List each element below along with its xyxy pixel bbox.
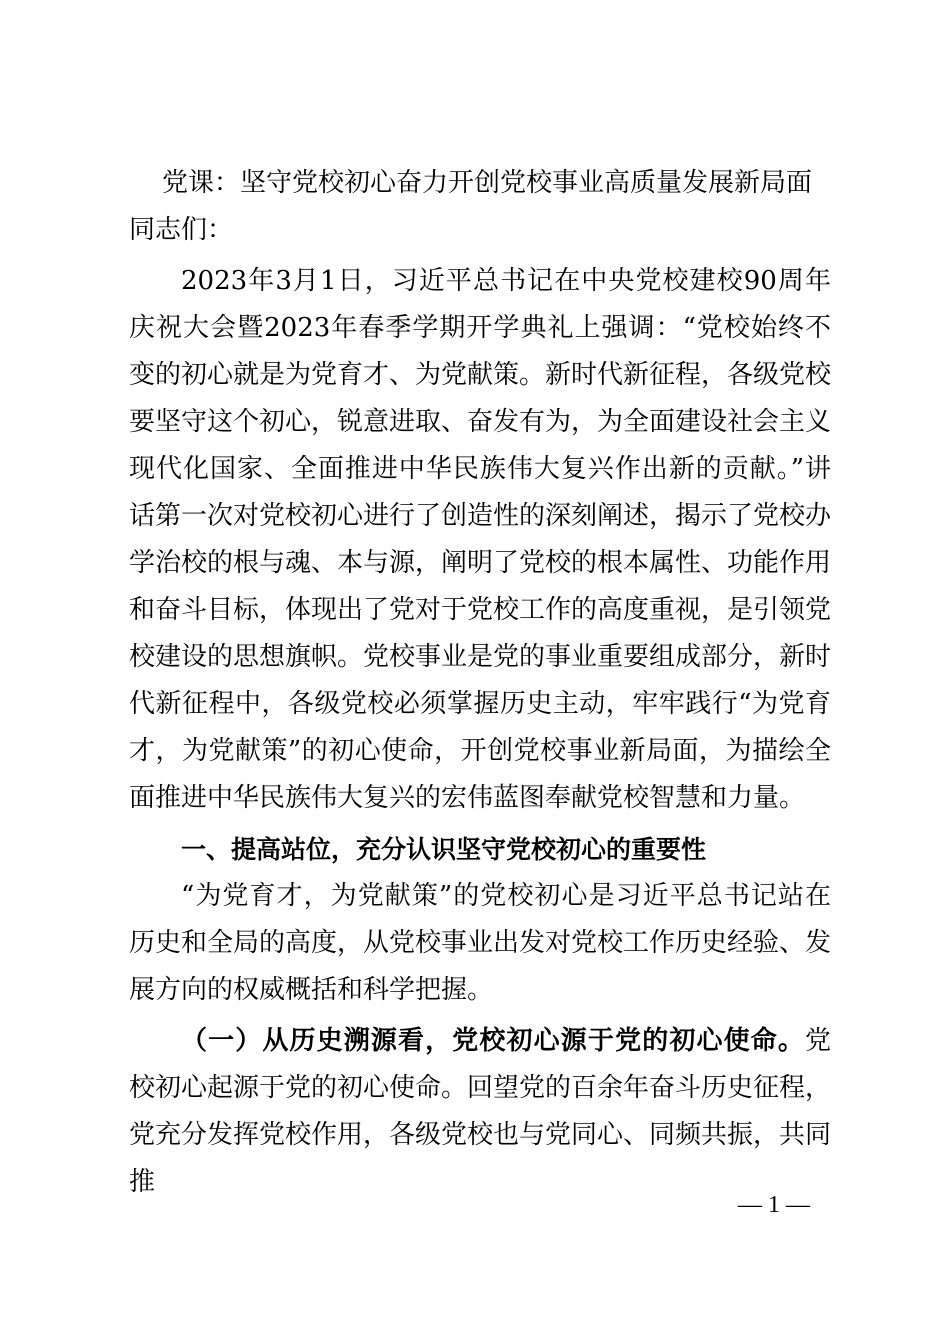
document-title: 党课：坚守党校初心奋力开创党校事业高质量发展新局面 [162,168,813,198]
salutation: 同志们： [129,215,234,245]
intro-paragraph: 2023年3月1日，习近平总书记在中央党校建校90周年庆祝大会暨2023年春季学期开学典礼上强调：“党校始终不变的初心就是为党育才、为党献策。新时代新征程，各级党校要坚守这个初心，锐意进取、奋发有为，为全面建设社会主义现代化国家、全面推进中华民族伟大复兴作出新的贡献。”讲话第一次对党校初心进行了创造性的深刻阐述，揭示了党校办学治校的根与魂、本与源，阐明了党校的根本属性、功能作用和奋斗目标，体现出了党对于党校工作的高度重视，是引领党校建设的思想旗帜。党校事业是党的事业重要组成部分，新时代新征程中，各级党校必须掌握历史主动，牢牢践行“为党育才，为党献策”的初心使命，开创党校事业新局面，为描绘全面推进中华民族伟大复兴的宏伟蓝图奉献党校智慧和力量。 [129,266,832,813]
subsection-1-paragraph [129,1018,831,1206]
subsection-1-lead: （一）从历史溯源看，党校初心源于党的初心使命。 [181,1026,805,1056]
section-1-heading: 一、提高站位，充分认识坚守党校初心的重要性 [181,835,707,864]
section-1-paragraph: “为党育才，为党献策”的党校初心是习近平总书记站在历史和全局的高度，从党校事业出发对党校工作历史经验、发展方向的权威概括和科学把握。 [129,881,832,1005]
page-number: — 1 — [738,1192,810,1218]
document-body [129,160,831,1206]
subsection-1-text: 党校初心起源于党的初心使命。回望党的百余年奋斗历史征程，党充分发挥党校作用，各级党校也与党同心、同频共振，共同推 [129,1026,832,1197]
